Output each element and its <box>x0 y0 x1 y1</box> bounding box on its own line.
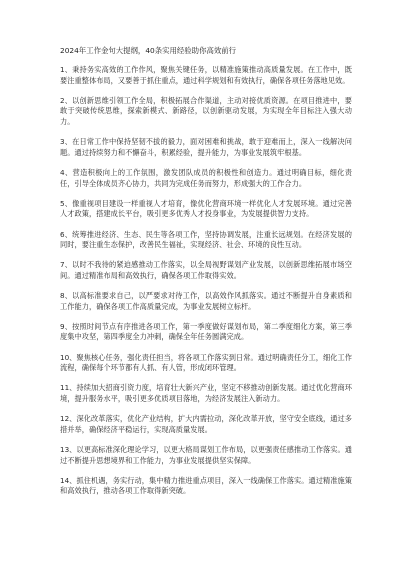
list-item: 5、像重视项目建设一样重视人才培育，像优化营商环境一样优化人才发展环境。通过完善人才政策，搭建成长平台，吸引更多优秀人才投身事业，为发展提供智力支持。 <box>60 198 352 219</box>
list-item: 2、以创新思维引领工作全局，积极拓展合作渠道，主动对接优质资源。在项目推进中，要敢于突破传统思维，探索新模式、新路径，以创新驱动发展，为实现全年目标注入强大动力。 <box>60 95 352 126</box>
list-item: 8、以高标准要求自己，以严要求对待工作，以高效作风抓落实。通过不断提升自身素质和工作能力，确保各项工作高质量完成，为事业发展树立标杆。 <box>60 291 352 311</box>
list-item: 13、以更高标准深化理论学习，以更大格局谋划工作布局，以更强责任感推动工作落实。通过不断提升思想境界和工作能力，为事业发展提供坚实保障。 <box>60 444 352 465</box>
document-title: 2024年工作金句大提纲，40条实用经验助你高效前行 <box>60 46 237 55</box>
list-item: 4、营造积极向上的工作氛围，激发团队成员的积极性和创造力。通过明确目标，细化责任，引导全体成员齐心协力，共同为完成任务而努力，形成强大的工作合力。 <box>60 167 352 188</box>
list-item: 14、抓住机遇，务实行动，集中精力推进重点项目，深入一线确保工作落实。通过精准施策和高效执行，推动各项工作取得新突破。 <box>60 475 352 496</box>
list-item: 12、深化改革落实，优化产业结构，扩大内需拉动，深化改革开放，坚守安全底线，通过多措并举，确保经济平稳运行，实现高质量发展。 <box>60 414 352 434</box>
item-list <box>60 65 352 497</box>
list-item: 3、在日常工作中保持坚韧不拔的毅力，面对困难和挑战，敢于迎难而上，深入一线解决问题。通过持续努力和不懈奋斗，积累经验，提升能力，为事业发展筑牢根基。 <box>60 137 352 157</box>
list-item: 10、聚焦核心任务，强化责任担当，将各项工作落实到日常。通过明确责任分工，细化工作流程，确保每个环节都有人抓、有人管，形成闭环管理。 <box>60 352 352 373</box>
list-item: 1、秉持务实高效的工作作风，聚焦关键任务，以精准施策推动高质量发展。在工作中，既要注重整体布局，又要善于抓住重点，通过科学规划和有效执行，确保各项任务落地见效。 <box>60 65 352 85</box>
list-item: 11、持续加大招商引资力度，培育壮大新兴产业，坚定不移推动创新发展。通过优化营商环境，提升服务水平，吸引更多优质项目落地，为经济发展注入新动力。 <box>60 383 352 403</box>
list-item: 6、统筹推进经济、生态、民生等各项工作，坚持协调发展，注重长远规划。在经济发展的同时，要注重生态保护，改善民生福祉，实现经济、社会、环境的良性互动。 <box>60 229 352 250</box>
list-item: 7、以时不我待的紧迫感推动工作落实，以全局视野谋划产业发展，以创新思维拓展市场空间。通过精准布局和高效执行，确保各项工作取得实效。 <box>60 260 352 280</box>
list-item: 9、按照时间节点有序推进各项工作，第一季度做好谋划布局，第二季度细化方案，第三季度集中攻坚，第四季度全力冲刺，确保全年任务圆满完成。 <box>60 321 352 342</box>
